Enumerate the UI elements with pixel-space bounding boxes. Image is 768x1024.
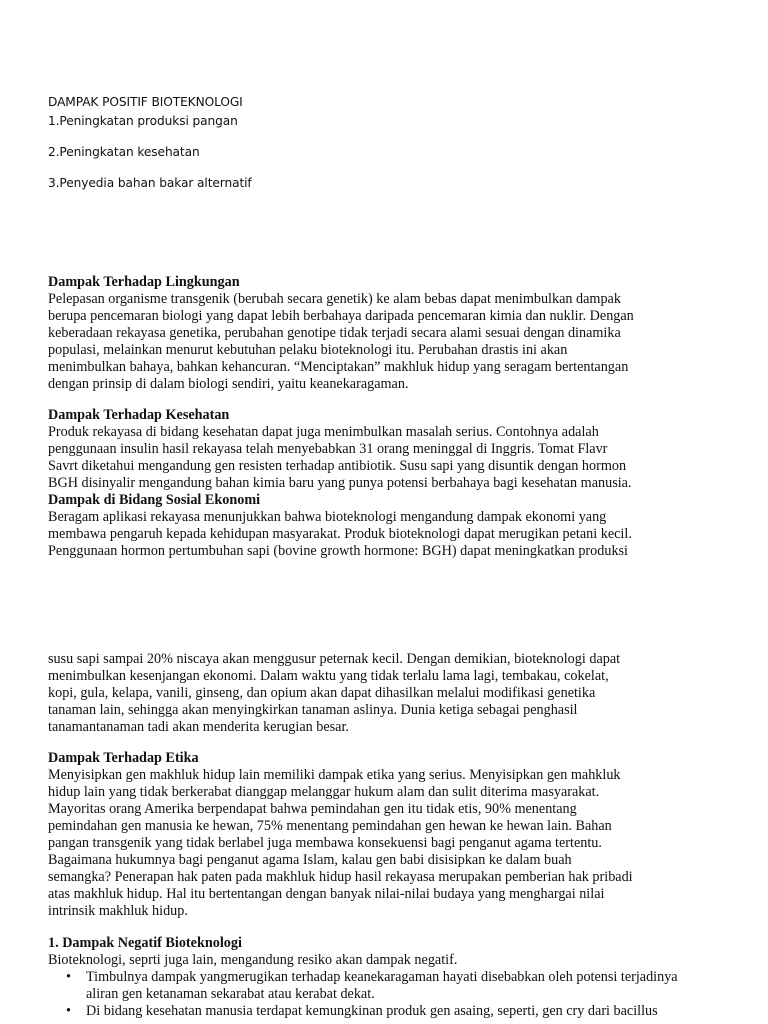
heading-etika: Dampak Terhadap Etika: [48, 750, 199, 766]
paragraph-line: pemindahan gen manusia ke hewan, 75% menentang pemindahan gen hewan ke hewan lain. Bahan: [48, 818, 612, 834]
paragraph-line: Penggunaan hormon pertumbuhan sapi (bovine growth hormone: BGH) dapat meningkatkan produksi: [48, 543, 628, 559]
paragraph-line: atas makhluk hidup. Hal itu bertentangan dengan banyak nilai-nilai budaya yang menghargai nilai: [48, 886, 605, 902]
list-item-line: Di bidang kesehatan manusia terdapat kemungkinan produk gen asaing, seperti, gen cry dari bacillus: [86, 1003, 658, 1019]
heading-sosial-ekonomi: Dampak di Bidang Sosial Ekonomi: [48, 492, 261, 508]
negatif-bullet-list: [48, 969, 738, 1020]
section-etika: [48, 750, 728, 920]
paragraph-line: tanamantanaman tadi akan menderita kerugian besar.: [48, 719, 349, 735]
bullet-icon: •: [66, 969, 71, 985]
list-item: [48, 969, 738, 1003]
section-lingkungan: [48, 274, 728, 393]
paragraph-line: Bagaimana hukumnya bagi penganut agama Islam, kalau gen babi disisipkan ke dalam buah: [48, 852, 572, 868]
paragraph-line: penggunaan insulin hasil rekayasa telah menyebabkan 31 orang meninggal di Inggris. Tomat Flavr: [48, 441, 608, 457]
paragraph-line: menimbulkan bahaya, bahkan kehancuran. “Menciptakan” makhluk hidup yang seragam bertentangan: [48, 359, 629, 375]
paragraph-line: kopi, gula, kelapa, vanili, ginseng, dan opium akan dapat dihasilkan melalui modifikasi genetika: [48, 685, 596, 701]
section-kesehatan: [48, 407, 728, 560]
paragraph-line: dengan prinsip di dalam biologi sendiri, yaitu keanekaragaman.: [48, 376, 409, 392]
paragraph-line: Beragam aplikasi rekayasa menunjukkan bahwa bioteknologi mengandung dampak ekonomi yang: [48, 509, 607, 525]
paragraph-line: hidup lain yang tidak berkerabat dianggap melanggar hukum alam dan sulit diterima masyarakat.: [48, 784, 600, 800]
list-item-line: Timbulnya dampak yangmerugikan terhadap keanekaragaman hayati disebabkan oleh potensi terjadinya: [86, 969, 678, 985]
heading-negatif: 1. Dampak Negatif Bioteknologi: [48, 935, 242, 951]
list-item-line: aliran gen ketanaman sekarabat atau kerabat dekat.: [86, 986, 375, 1002]
intro-title: DAMPAK POSITIF BIOTEKNOLOGI: [48, 95, 243, 109]
paragraph-line: menimbulkan kesenjangan ekonomi. Dalam waktu yang tidak terlalu lama lagi, tembakau, cokelat,: [48, 668, 609, 684]
section-sosial-continued: [48, 651, 728, 736]
paragraph-line: intrinsik makhluk hidup.: [48, 903, 188, 919]
paragraph-line: Mayoritas orang Amerika berpendapat bahwa pemindahan gen itu tidak etis, 90% menentang: [48, 801, 577, 817]
paragraph-line: Pelepasan organisme transgenik (berubah secara genetik) ke alam bebas dapat menimbulkan dampak: [48, 291, 621, 307]
section-negatif: [48, 935, 728, 969]
paragraph-line: membawa pengaruh kepada kehidupan masyarakat. Produk bioteknologi dapat merugikan petani kecil.: [48, 526, 632, 542]
paragraph-line: berupa pencemaran biologi yang dapat lebih berbahaya daripada pencemaran kimia dan nuklir. Dengan: [48, 308, 634, 324]
intro-item-1: 1.Peningkatan produksi pangan: [48, 114, 238, 128]
heading-lingkungan: Dampak Terhadap Lingkungan: [48, 274, 240, 290]
paragraph-line: Produk rekayasa di bidang kesehatan dapat juga menimbulkan masalah serius. Contohnya adalah: [48, 424, 599, 440]
intro-item-3: 3.Penyedia bahan bakar alternatif: [48, 176, 252, 190]
paragraph-line: tanaman lain, sehingga akan menyingkirkan tanaman aslinya. Dunia ketiga sebagai penghasil: [48, 702, 578, 718]
heading-kesehatan: Dampak Terhadap Kesehatan: [48, 407, 230, 423]
paragraph-line: Bioteknologi, seprti juga lain, mengandung resiko akan dampak negatif.: [48, 952, 458, 968]
list-item: [48, 1003, 738, 1020]
paragraph-line: Savrt diketahui mengandung gen resisten terhadap antibiotik. Susu sapi yang disuntik dengan hormon: [48, 458, 627, 474]
paragraph-line: semangka? Penerapan hak paten pada makhluk hidup hasil rekayasa merupakan pemberian hak pribadi: [48, 869, 633, 885]
paragraph-line: Menyisipkan gen makhluk hidup lain memiliki dampak etika yang serius. Menyisipkan gen mahkluk: [48, 767, 621, 783]
bullet-icon: •: [66, 1003, 71, 1019]
paragraph-line: BGH disinyalir mengandung bahan kimia baru yang punya potensi berbahaya bagi kesehatan manusia.: [48, 475, 632, 491]
paragraph-line: susu sapi sampai 20% niscaya akan menggusur peternak kecil. Dengan demikian, bioteknologi dapat: [48, 651, 621, 667]
paragraph-line: keberadaan rekayasa genetika, perubahan genotipe tidak terjadi secara alami sesuai dengan dinamika: [48, 325, 621, 341]
paragraph-line: pangan transgenik yang tidak berlabel juga membawa konsekuensi bagi penganut agama tertentu.: [48, 835, 602, 851]
paragraph-line: populasi, melainkan menurut kebutuhan pelaku bioteknologi itu. Perubahan drastis ini akan: [48, 342, 568, 358]
intro-item-2: 2.Peningkatan kesehatan: [48, 145, 200, 159]
